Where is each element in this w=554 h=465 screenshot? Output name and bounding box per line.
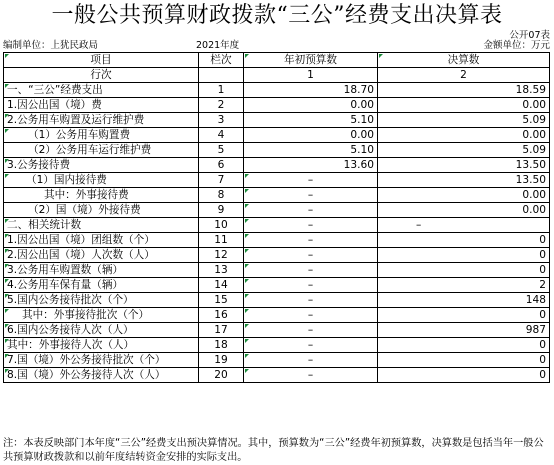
row-budget: 0.00	[244, 98, 378, 113]
row-final: 0	[378, 248, 550, 263]
header-item: 项目	[4, 53, 199, 68]
table-row	[4, 278, 550, 293]
row-number: 16	[199, 308, 244, 323]
row-budget: 0.00	[244, 128, 378, 143]
row-final: 0.00	[378, 128, 550, 143]
row-final: 0	[378, 308, 550, 323]
row-label: 5.国内公务接待批次（个）	[4, 293, 199, 308]
table-row	[4, 203, 550, 218]
row-budget: –	[244, 278, 378, 293]
row-final: 2	[378, 278, 550, 293]
row-number: 11	[199, 233, 244, 248]
table-row	[4, 368, 550, 383]
row-budget: 5.10	[244, 143, 378, 158]
row-number: 12	[199, 248, 244, 263]
row-final: 0.00	[378, 98, 550, 113]
row-label: 6.国内公务接待人次（人）	[4, 323, 199, 338]
row-label: （1）公务用车购置费	[4, 128, 199, 143]
table-row	[4, 293, 550, 308]
row-budget: –	[244, 233, 378, 248]
row-budget: –	[244, 173, 378, 188]
row-final: 0	[378, 353, 550, 368]
table-row	[4, 233, 550, 248]
row-label: 其中：外事接待批次（个）	[4, 308, 199, 323]
row-budget: –	[244, 353, 378, 368]
compiling-unit: 编制单位：上犹民政局	[3, 40, 99, 51]
row-budget: –	[244, 248, 378, 263]
row-label: （1）国内接待费	[4, 173, 199, 188]
row-final: –	[378, 218, 550, 233]
row-label: 8.国（境）外公务接待人次（人）	[4, 368, 199, 383]
row-label: 1.因公出国（境）费	[4, 98, 199, 113]
row-number: 6	[199, 158, 244, 173]
row-budget: –	[244, 293, 378, 308]
header-row-label: 行次	[4, 68, 199, 83]
row-label: 其中：外事接待费	[4, 188, 199, 203]
row-number: 19	[199, 353, 244, 368]
row-final: 987	[378, 323, 550, 338]
table-row	[4, 83, 550, 98]
row-final: 0	[378, 368, 550, 383]
row-number: 3	[199, 113, 244, 128]
table-row	[4, 248, 550, 263]
table-row	[4, 128, 550, 143]
row-label: 4.公务用车保有量（辆）	[4, 278, 199, 293]
row-label: 二、相关统计数	[4, 218, 199, 233]
header-row-blank	[199, 68, 244, 83]
row-number: 8	[199, 188, 244, 203]
header-final: 决算数	[378, 53, 550, 68]
row-label: 7.国（境）外公务接待批次（个）	[4, 353, 199, 368]
row-label: 3.公务接待费	[4, 158, 199, 173]
table-row	[4, 188, 550, 203]
row-number: 5	[199, 143, 244, 158]
row-budget: 18.70	[244, 83, 378, 98]
row-label: 2.因公出国（境）人次数（人）	[4, 248, 199, 263]
row-number: 15	[199, 293, 244, 308]
row-budget: –	[244, 338, 378, 353]
row-budget: –	[244, 323, 378, 338]
table-row	[4, 158, 550, 173]
row-label: 1.因公出国（境）团组数（个）	[4, 233, 199, 248]
header-col: 栏次	[199, 53, 244, 68]
row-final: 0.00	[378, 203, 550, 218]
row-number: 9	[199, 203, 244, 218]
row-final: 0	[378, 263, 550, 278]
row-final: 18.59	[378, 83, 550, 98]
row-final: 5.09	[378, 113, 550, 128]
row-budget: –	[244, 188, 378, 203]
row-final: 0	[378, 233, 550, 248]
header-row	[4, 53, 550, 68]
row-final: 13.50	[378, 158, 550, 173]
row-budget: 5.10	[244, 113, 378, 128]
row-number: 2	[199, 98, 244, 113]
row-budget: –	[244, 218, 378, 233]
row-number: 1	[199, 83, 244, 98]
row-budget: –	[244, 308, 378, 323]
page-title: 一般公共预算财政拨款“三公”经费支出决算表	[51, 3, 503, 28]
row-label: （2）国（境）外接待费	[4, 203, 199, 218]
amount-unit: 金额单位：万元	[483, 40, 550, 51]
table-row	[4, 113, 550, 128]
table-row	[4, 323, 550, 338]
header-budget-no: 1	[244, 68, 378, 83]
row-number: 10	[199, 218, 244, 233]
table-row	[4, 308, 550, 323]
form-code: 公开07表	[509, 30, 550, 41]
row-budget: –	[244, 203, 378, 218]
row-label: 一、“三公”经费支出	[4, 83, 199, 98]
table-row	[4, 218, 550, 233]
table-body	[4, 53, 550, 383]
row-final: 0.00	[378, 188, 550, 203]
row-final: 0	[378, 338, 550, 353]
row-number: 18	[199, 338, 244, 353]
expenditure-table	[3, 52, 550, 383]
row-number: 7	[199, 173, 244, 188]
row-budget: –	[244, 263, 378, 278]
row-number: 17	[199, 323, 244, 338]
table-row	[4, 98, 550, 113]
header-index-row	[4, 68, 550, 83]
table-note: 注：本表反映部门本年度“三公”经费支出预决算情况。其中，预算数为“三公”经费年初预算数，决算数是包括当年一般公共预算财政拨款和以前年度结转资金安排的实际支出。	[3, 438, 544, 463]
table-row	[4, 173, 550, 188]
table-row	[4, 338, 550, 353]
row-final: 13.50	[378, 173, 550, 188]
row-number: 20	[199, 368, 244, 383]
row-budget: –	[244, 368, 378, 383]
report-year: 2021年度	[196, 40, 240, 51]
row-label: 2.公务用车购置及运行维护费	[4, 113, 199, 128]
row-number: 4	[199, 128, 244, 143]
row-budget: 13.60	[244, 158, 378, 173]
row-final: 5.09	[378, 143, 550, 158]
table-row	[4, 263, 550, 278]
header-final-no: 2	[378, 68, 550, 83]
header-budget: 年初预算数	[244, 53, 378, 68]
row-label: 3.公务用车购置数（辆）	[4, 263, 199, 278]
table-row	[4, 353, 550, 368]
row-number: 14	[199, 278, 244, 293]
row-number: 13	[199, 263, 244, 278]
row-label: （2）公务用车运行维护费	[4, 143, 199, 158]
table-row	[4, 143, 550, 158]
row-label: 其中：外事接待人次（人）	[4, 338, 199, 353]
row-final: 148	[378, 293, 550, 308]
